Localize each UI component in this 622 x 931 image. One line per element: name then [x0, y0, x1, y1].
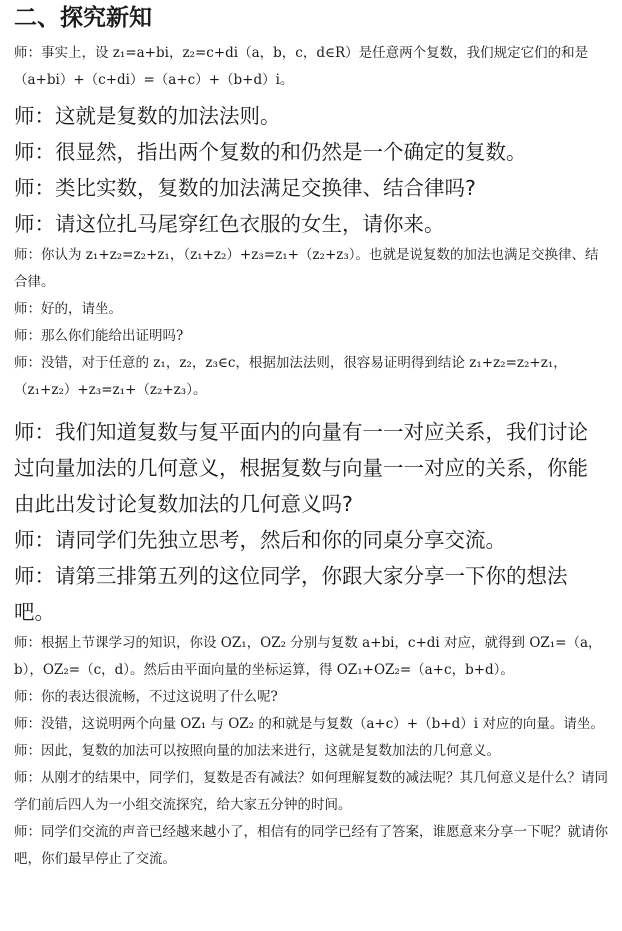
paragraph-vector-sum: 师：没错，这说明两个向量 OZ₁ 与 OZ₂ 的和就是与复数（a+c）+（b+d）i 对应的向量。请坐。 — [14, 716, 604, 732]
paragraph-subtraction-question: 师：从刚才的结果中，同学们，复数是否有减法？如何理解复数的减法呢？其几何意义是什么？请同学们前后四人为一小组交流探究，给大家五分钟的时间。 — [14, 770, 608, 813]
paragraph-call-student: 师：请这位扎马尾穿红色衣服的女生，请你来。 — [14, 212, 445, 236]
paragraph-think-share: 师：请同学们先独立思考，然后和你的同桌分享交流。 — [14, 528, 506, 552]
paragraph-student-answer: 师：你认为 z₁+z₂=z₂+z₁，（z₁+z₂）+z₃=z₁+（z₂+z₃）。也就是说复数的加法也满足交换律、结合律。 — [14, 247, 599, 290]
paragraph-proof: 师：没错，对于任意的 z₁，z₂，z₃∈c，根据加法法则，很容易证明得到结论 z₁+z₂=z₂+z₁，（z₁+z₂）+z₃=z₁+（z₂+z₃）。 — [14, 355, 567, 398]
paragraph-addition-rule: 师：这就是复数的加法法则。 — [14, 104, 281, 128]
paragraph-please-sit: 师：好的，请坐。 — [14, 301, 122, 317]
paragraph-addition-definition: 师：事实上，设 z₁=a+bi，z₂=c+di（a，b，c，d∈R）是任意两个复数，我们规定它们的和是（a+bi）+（c+di）=（a+c）+（b+d）i。 — [14, 45, 589, 88]
paragraph-what-does-it-mean: 师：你的表达很流畅，不过这说明了什么呢? — [14, 689, 278, 705]
paragraph-proof-question: 师：那么你们能给出证明吗? — [14, 328, 184, 344]
paragraph-geometric-meaning: 师：因此，复数的加法可以按照向量的加法来进行，这就是复数加法的几何意义。 — [14, 743, 500, 759]
paragraph-sum-is-complex: 师：很显然，指出两个复数的和仍然是一个确定的复数。 — [14, 140, 527, 164]
paragraph-share-answer: 师：同学们交流的声音已经越来越小了，相信有的同学已经有了答案，谁愿意来分享一下呢？就请你吧，你们最早停止了交流。 — [14, 824, 608, 867]
paragraph-vector-coordinates: 师：根据上节课学习的知识，你设 OZ₁，OZ₂ 分别与复数 a+bi，c+di 对应，就得到 OZ₁=（a，b），OZ₂=（c，d）。然后由平面向量的坐标运算，得 OZ₁+OZ₂=（a+c，b+d）。 — [14, 635, 602, 678]
paragraph-laws-question: 师：类比实数，复数的加法满足交换律、结合律吗? — [14, 176, 476, 200]
paragraph-call-row-three: 师：请第三排第五列的这位同学，你跟大家分享一下你的想法吧。 — [14, 564, 568, 624]
paragraph-vector-correspondence: 师：我们知道复数与复平面内的向量有一一对应关系，我们讨论过向量加法的几何意义，根据复数与向量一一对应的关系，你能由此出发讨论复数加法的几何意义吗? — [14, 420, 588, 516]
section-title: 二、探究新知 — [14, 5, 152, 31]
